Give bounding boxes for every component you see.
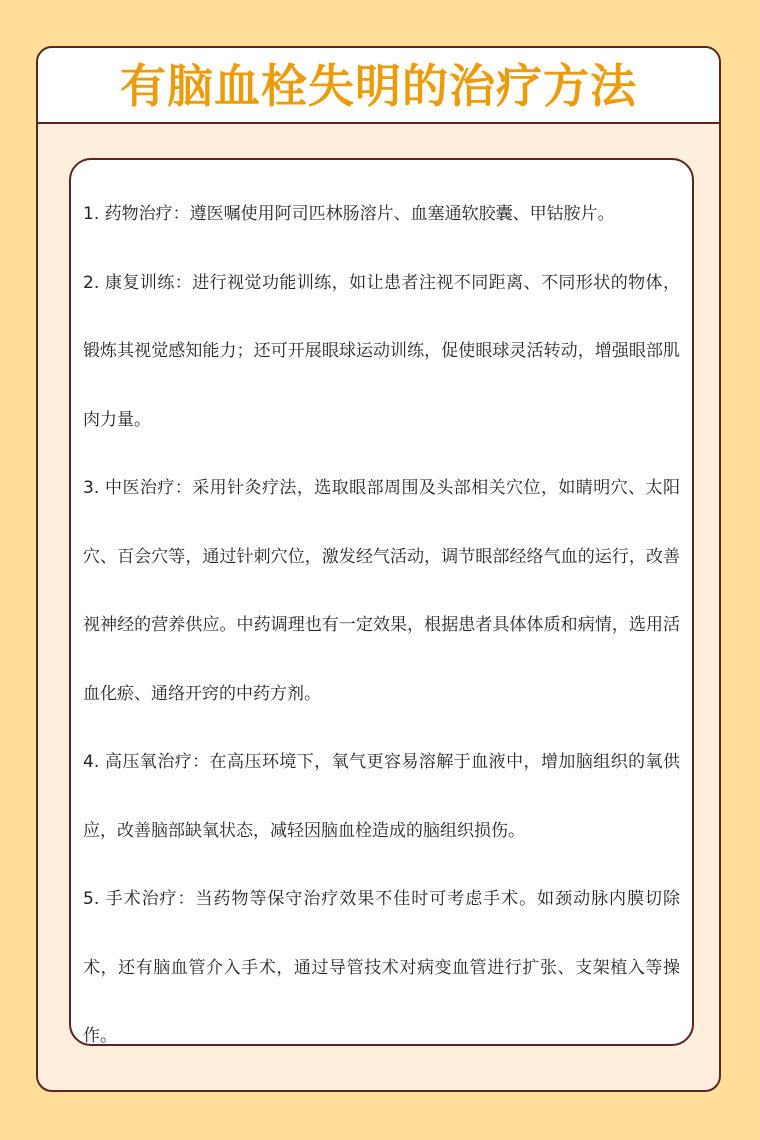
treatment-item-rehabilitation: 2. 康复训练：进行视觉功能训练，如让患者注视不同距离、不同形状的物体，锻炼其视觉感知能力；还可开展眼球运动训练，促使眼球灵活转动，增强眼部肌肉力量。 bbox=[83, 272, 680, 430]
page-title: 有脑血栓失明的治疗方法 bbox=[120, 59, 637, 113]
content-panel bbox=[69, 158, 694, 1046]
article-card bbox=[36, 46, 721, 1092]
treatment-item-medication: 1. 药物治疗：遵医嘱使用阿司匹林肠溶片、血塞通软胶囊、甲钴胺片。 bbox=[83, 204, 615, 224]
treatment-item-surgery: 5. 手术治疗：当药物等保守治疗效果不佳时可考虑手术。如颈动脉内膜切除术，还有脑血管介入手术，通过导管技术对病变血管进行扩张、支架植入等操作。 bbox=[83, 889, 680, 1046]
title-banner bbox=[38, 48, 719, 124]
treatment-item-tcm: 3. 中医治疗：采用针灸疗法，选取眼部周围及头部相关穴位，如睛明穴、太阳穴、百会穴等，通过针刺穴位，激发经气活动，调节眼部经络气血的运行，改善视神经的营养供应。中药调理也有一定效果，根据患者具体体质和病情，选用活血化瘀、通络开窍的中药方剂。 bbox=[83, 478, 680, 704]
treatment-item-hyperbaric-oxygen: 4. 高压氧治疗：在高压环境下，氧气更容易溶解于血液中，增加脑组织的氧供应，改善脑部缺氧状态，减轻因脑血栓造成的脑组织损伤。 bbox=[83, 752, 680, 841]
